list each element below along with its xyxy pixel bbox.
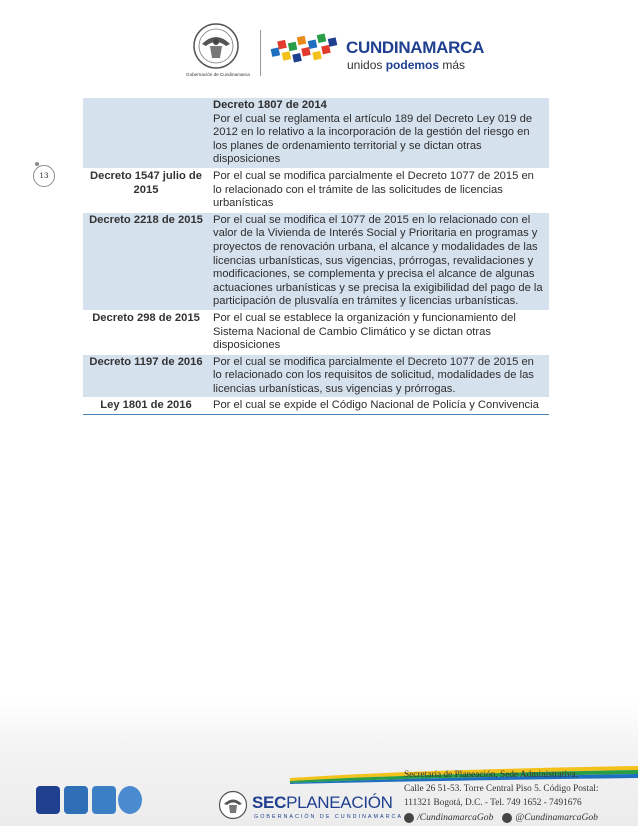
regulation-description: Por el cual se expide el Código Nacional de Policía y Convivencia xyxy=(208,398,549,415)
table-row xyxy=(83,354,549,398)
regulation-description: Por el cual se modifica el 1077 de 2015 en lo relacionado con el valor de la Vivienda de Interés Social y Prioritaria en programas y proyectos de renovación urbana, el alcance y modalidades de las licencias urbanísticas, sus vigencias, prórrogas, revalidaciones y modificaciones, se complementa y precisa el alcance de algunas actuaciones urbanísticas y se precisa la exigibilidad del pago de la participación de plusvalía en trámites y licencias urbanísticas. xyxy=(208,212,549,310)
regulation-title: Decreto 1807 de 2014 xyxy=(213,99,327,111)
brand-name: CUNDINAMARCA xyxy=(346,38,485,57)
gobernacion-seal-small-logo xyxy=(218,790,248,820)
cundinamarca-brand-mark-icon xyxy=(266,28,344,76)
table-row xyxy=(83,212,549,310)
certification-badge-icon xyxy=(64,786,88,814)
regulation-description: Por el cual se modifica parcialmente el Decreto 1077 de 2015 en lo relacionado con el trámite de las solicitudes de licencias urbanísticas xyxy=(208,168,549,212)
regulation-description-text: Por el cual se reglamenta el artículo 189 del Decreto Ley 019 de 2012 en lo relativo a la incorporación de la gestión del riesgo en los planes de ordenamiento territorial y se dictan otras disposiciones xyxy=(213,112,533,166)
regulation-name: Decreto 1197 de 2016 xyxy=(83,354,208,398)
twitter-handle[interactable]: @CundinamarcaGob xyxy=(515,812,598,823)
sec-brand-light: PLANEACIÓN xyxy=(286,793,393,812)
twitter-icon xyxy=(502,813,512,823)
regulation-name: Decreto 298 de 2015 xyxy=(83,310,208,354)
regulation-name: Decreto 1547 julio de 2015 xyxy=(83,168,208,212)
regulation-description: Por el cual se modifica parcialmente el Decreto 1077 de 2015 en lo relacionado con los requisitos de solicitud, modalidades de las licencias urbanísticas, sus vigencias y prórrogas. xyxy=(208,354,549,398)
table-row xyxy=(83,310,549,354)
table-row xyxy=(83,398,549,415)
brand-slogan xyxy=(347,58,465,72)
gobernacion-seal-logo xyxy=(192,22,240,70)
table-row xyxy=(83,168,549,212)
footer-social-links xyxy=(404,812,598,823)
facebook-icon xyxy=(404,813,414,823)
secplaneacion-brand xyxy=(252,793,393,813)
sec-brand-bold: SEC xyxy=(252,793,287,812)
footer-address-line: Secretaría de Planeación, Sede Administrativa. xyxy=(404,770,578,780)
certification-badge-icon xyxy=(92,786,116,814)
footer-address-line: 111321 Bogotá, D.C. - Tel. 749 1652 - 7491676 xyxy=(404,798,582,808)
regulation-description xyxy=(208,98,549,168)
secplaneacion-subtitle: GOBERNACIÓN DE CUNDINAMARCA xyxy=(254,814,403,820)
certification-badge-icon xyxy=(36,786,60,814)
regulation-name xyxy=(83,98,208,168)
regulation-name: Ley 1801 de 2016 xyxy=(83,398,208,415)
certification-badge-icon xyxy=(118,786,142,814)
page-header xyxy=(0,0,638,95)
regulation-description: Por el cual se establece la organización y funcionamiento del Sistema Nacional de Cambio Climático y se dictan otras disposiciones xyxy=(208,310,549,354)
page-number: 13 xyxy=(33,165,55,187)
regulations-table xyxy=(83,98,549,415)
gobernacion-caption: Gobernación de Cundinamarca xyxy=(186,72,250,77)
header-divider xyxy=(260,30,261,76)
regulation-name: Decreto 2218 de 2015 xyxy=(83,212,208,310)
slogan-suffix: más xyxy=(439,58,466,72)
footer-address-line: Calle 26 51-53. Torre Central Piso 5. Código Postal: xyxy=(404,784,599,794)
slogan-bold: podemos xyxy=(385,58,440,72)
table-row xyxy=(83,98,549,168)
slogan-prefix: unidos xyxy=(347,58,386,72)
facebook-handle[interactable]: /CundinamarcaGob xyxy=(417,812,494,823)
